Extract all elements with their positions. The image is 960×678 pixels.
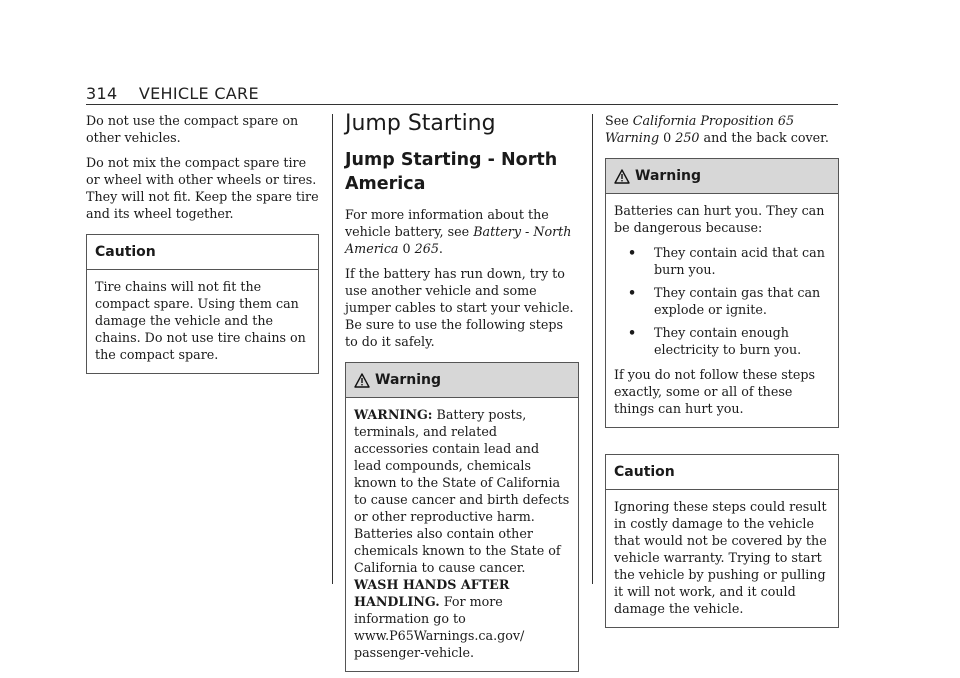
list-item — [614, 324, 830, 358]
text: For more information about the vehicle battery, see — [345, 207, 549, 239]
warning-box — [345, 362, 579, 672]
column-left — [86, 112, 319, 374]
cross-reference-link[interactable]: California Proposition 65 Warning — [605, 113, 795, 145]
page-reference[interactable]: 265 — [414, 241, 439, 256]
page-number: 314 — [86, 84, 118, 103]
caution-text: Tire chains will not fit the compact spare. Using them can damage the vehicle and the chains. Do not use tire chains on the compact spare. — [95, 279, 306, 362]
warning-box — [605, 158, 839, 428]
list-item — [614, 284, 830, 318]
warning-title: Warning — [375, 372, 442, 388]
warning-triangle-icon — [354, 373, 370, 388]
bullet-icon: • — [628, 285, 637, 300]
paragraph: Do not use the compact spare on other vehicles. — [86, 113, 299, 145]
caution-body — [606, 490, 838, 627]
column-middle — [345, 112, 579, 672]
warning-title: Warning — [635, 168, 702, 184]
caution-body — [87, 270, 318, 373]
paragraph: Do not mix the compact spare tire or wheel with other wheels or tires. They will not fit. Keep the spare tire and its wheel together. — [86, 155, 319, 221]
header-rule — [86, 104, 838, 105]
column-divider — [592, 114, 593, 584]
page-header — [86, 84, 838, 103]
list-item-text: They contain enough electricity to burn you. — [654, 325, 802, 357]
column-divider — [332, 114, 333, 584]
caution-box — [605, 454, 839, 628]
page-arrow-icon: 0 — [663, 130, 672, 145]
warning-intro: Batteries can hurt you. They can be dangerous because: — [614, 203, 825, 235]
caution-text: Ignoring these steps could result in costly damage to the vehicle that would not be covered by the vehicle warranty. Trying to start the vehicle by pushing or pulling it will not work, and it could damage the vehicle. — [614, 499, 827, 616]
text: Battery posts, terminals, and related accessories contain lead and lead compounds, chemicals known to the State of California to cause cancer and birth defects or other reproductive harm. Batteries also contain other chemicals known to the State of California to cause cancer. — [354, 407, 570, 575]
list-item — [614, 244, 830, 278]
warning-text — [354, 406, 570, 661]
warning-outro: If you do not follow these steps exactly, some or all of these things can hurt you. — [614, 367, 816, 416]
caution-title: Caution — [87, 235, 318, 270]
text: For more information go to www.P65Warnings.ca.gov/ passenger-vehicle. — [354, 594, 525, 660]
warning-lead: WARNING: — [354, 407, 433, 422]
paragraph: If the battery has run down, try to use another vehicle and some jumper cables to start your vehicle. Be sure to use the following steps to do it safely. — [345, 266, 574, 349]
list-item-text: They contain acid that can burn you. — [654, 245, 825, 277]
page-reference[interactable]: 250 — [675, 130, 700, 145]
caution-box — [86, 234, 319, 374]
bullet-icon: • — [628, 245, 637, 260]
hazard-list — [614, 244, 830, 358]
paragraph — [605, 112, 839, 146]
column-right — [605, 112, 839, 628]
warning-header — [606, 159, 838, 194]
wash-hands-notice: WASH HANDS AFTER HANDLING. — [354, 577, 510, 609]
bullet-icon: • — [628, 325, 637, 340]
list-item-text: They contain gas that can explode or ignite. — [654, 285, 821, 317]
warning-triangle-icon — [614, 169, 630, 184]
warning-body — [606, 194, 838, 427]
warning-body — [346, 398, 578, 671]
text: and the back cover. — [699, 130, 829, 145]
paragraph — [345, 206, 579, 257]
subsection-heading: Jump Starting - North America — [345, 150, 558, 194]
page-arrow-icon: 0 — [402, 241, 411, 256]
cross-reference-link[interactable]: Battery - North America — [345, 224, 572, 256]
caution-title: Caution — [606, 455, 838, 490]
warning-header — [346, 363, 578, 398]
text: See — [605, 113, 633, 128]
section-title: VEHICLE CARE — [138, 84, 259, 103]
text: . — [438, 241, 443, 256]
section-heading: Jump Starting — [345, 111, 496, 136]
